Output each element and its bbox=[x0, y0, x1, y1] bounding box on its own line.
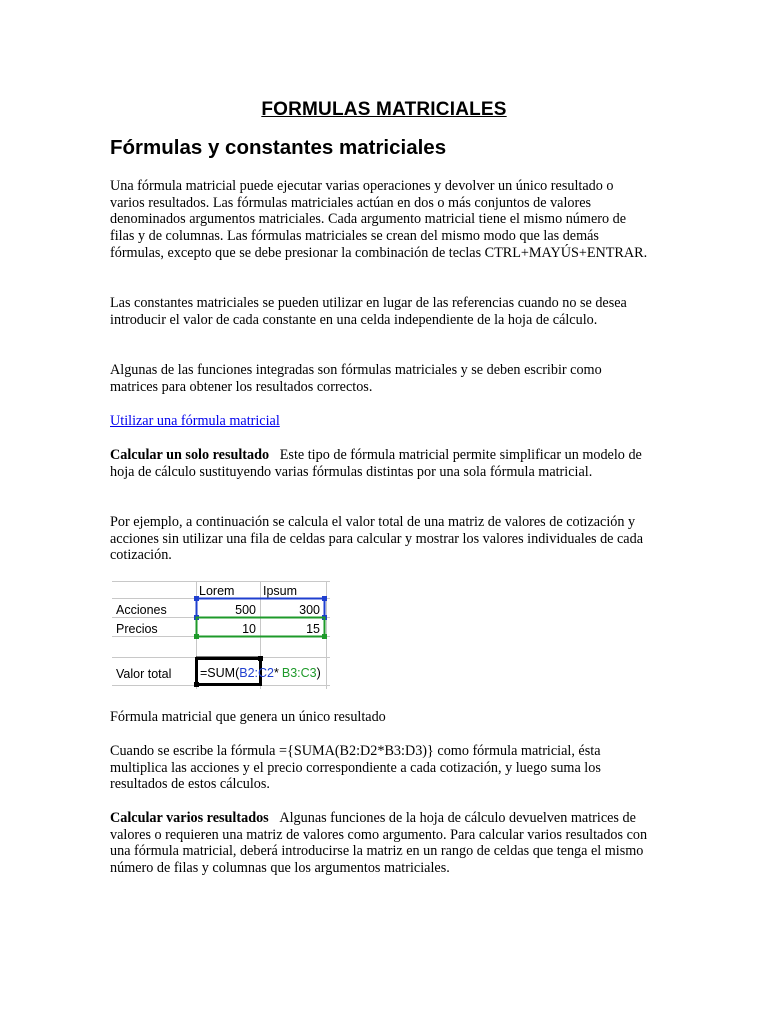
multiple-results-paragraph bbox=[110, 810, 650, 877]
fill-handle[interactable] bbox=[258, 656, 263, 661]
row-label-precios: Precios bbox=[116, 622, 158, 636]
single-result-heading: Calcular un solo resultado bbox=[110, 447, 270, 463]
formula-prefix: =SUM( bbox=[200, 666, 240, 680]
formula-suffix: ) bbox=[316, 666, 321, 680]
figure-caption: Fórmula matricial que genera un único resultado bbox=[110, 709, 386, 725]
single-result-body: Este tipo de fórmula matricial permite simplificar un modelo de hoja de cálculo sustituyendo varias fórmulas distintas por una sola fórmula matricial. bbox=[110, 447, 642, 480]
range-handle bbox=[194, 634, 199, 639]
row-label-acciones: Acciones bbox=[116, 603, 167, 617]
formula-ref-2: B3:C3 bbox=[281, 666, 317, 680]
intro-paragraph: Una fórmula matricial puede ejecutar varias operaciones y devolver un único resultado o varios resultados. Las fórmulas matriciales actúan en dos o más conjuntos de valores denominados argumentos matriciales. Cada argumento matricial tiene el mismo número de filas y de columnas. Las fórmulas matriciales se crean del mismo modo que las demás fórmulas, excepto que se debe presionar la combinación de teclas CTRL+MAYÚS+ENTRAR. bbox=[110, 178, 648, 261]
fill-handle[interactable] bbox=[194, 682, 199, 687]
link-paragraph bbox=[110, 413, 650, 430]
formula-ref-1: B2:C2 bbox=[239, 666, 274, 680]
cell-acciones-ipsum[interactable]: 300 bbox=[299, 603, 320, 617]
example-paragraph: Por ejemplo, a continuación se calcula el valor total de una matriz de valores de cotización y acciones sin utilizar una fila de celdas para calcular y mostrar los valores individuales de cada cotización. bbox=[110, 514, 643, 564]
cell-precios-ipsum[interactable]: 15 bbox=[306, 622, 320, 636]
range-handle bbox=[322, 596, 327, 601]
document-title: FORMULAS MATRICIALES bbox=[261, 99, 507, 120]
cell-precios-lorem[interactable]: 10 bbox=[242, 622, 256, 636]
spreadsheet-figure bbox=[112, 581, 330, 689]
cell-acciones-lorem[interactable]: 500 bbox=[235, 603, 256, 617]
range-handle bbox=[194, 596, 199, 601]
formula-explanation-paragraph: Cuando se escribe la fórmula ={SUMA(B2:D2*B3:D3)} como fórmula matricial, ésta multiplica las acciones y el precio correspondiente a cada cotización, y luego suma los resultados de estos cálculos. bbox=[110, 743, 601, 793]
use-array-formula-link[interactable]: Utilizar una fórmula matricial bbox=[110, 413, 280, 429]
col-header-lorem: Lorem bbox=[199, 584, 235, 598]
multiple-results-heading: Calcular varios resultados bbox=[110, 810, 269, 826]
multiple-results-body: Algunas funciones de la hoja de cálculo devuelven matrices de valores o requieren una matriz de valores como argumento. Para calcular varios resultados con una fórmula matricial, deberá introducirse la matriz en un rango de celdas que tenga el mismo número de filas y columnas que los argumentos matriciales. bbox=[110, 810, 648, 877]
spreadsheet-svg bbox=[112, 581, 330, 689]
functions-paragraph: Algunas de las funciones integradas son fórmulas matriciales y se deben escribir como matrices para obtener los resultados correctos. bbox=[110, 362, 602, 395]
formula-cell[interactable] bbox=[200, 666, 321, 680]
row-label-valor-total: Valor total bbox=[116, 667, 172, 681]
section-subtitle: Fórmulas y constantes matriciales bbox=[110, 136, 447, 159]
range-handle bbox=[322, 634, 327, 639]
formula-operator: * bbox=[274, 666, 279, 680]
col-header-ipsum: Ipsum bbox=[263, 584, 298, 598]
constants-paragraph: Las constantes matriciales se pueden utilizar en lugar de las referencias cuando no se desea introducir el valor de cada constante en una celda independiente de la hoja de cálculo. bbox=[110, 295, 627, 328]
single-result-paragraph bbox=[110, 447, 650, 480]
